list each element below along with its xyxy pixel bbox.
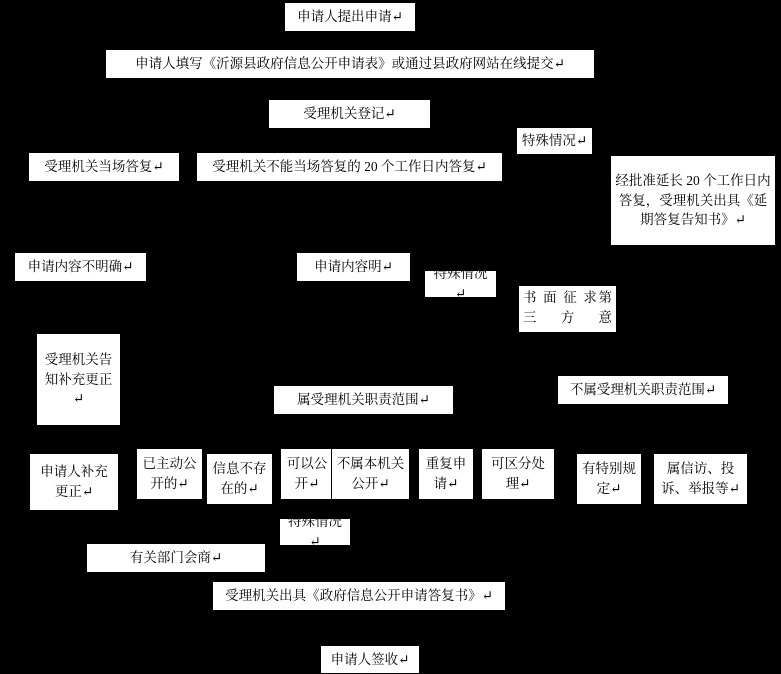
flow-node-n14: 不属受理机关职责范围↵ (557, 375, 729, 405)
flow-node-n24: 特殊情况↵ (279, 518, 351, 546)
flow-node-n7: 经批准延长 20 个工作日内答复，受理机关出具《延期答复告知书》↵ (610, 155, 776, 246)
flow-node-n13: 属受理机关职责范围↵ (273, 385, 454, 415)
flow-node-n9: 申请内容明↵ (296, 252, 411, 282)
flow-node-n25: 有关部门会商↵ (86, 543, 266, 573)
flow-node-n8: 申请内容不明确↵ (14, 252, 147, 282)
flow-node-n10: 特殊情况↵ (424, 270, 497, 298)
flow-node-n23: 属信访、投诉、举报等↵ (653, 453, 748, 505)
flow-node-n1: 申请人提出申请↵ (284, 2, 416, 32)
flow-node-n17: 信息不存在的↵ (206, 453, 273, 505)
flow-node-n3: 受理机关登记↵ (268, 99, 431, 129)
flow-node-n12: 受理机关告知补充更正↵ (36, 333, 121, 426)
flow-node-n18: 可以公开↵ (280, 448, 334, 500)
flow-node-n6: 受理机关不能当场答复的 20 个工作日内答复↵ (196, 152, 503, 182)
flow-node-n11: 书 面 征 求第三方意 (518, 285, 617, 333)
flow-node-n2: 申请人填写《沂源县政府信息公开申请表》或通过县政府网站在线提交↵ (105, 49, 595, 79)
flow-node-n19: 不属本机关公开↵ (331, 448, 410, 500)
flow-node-n16: 已主动公开的↵ (136, 448, 203, 500)
flow-node-n4: 特殊情况↵ (516, 127, 593, 155)
flow-node-n22: 有特别规定↵ (576, 453, 642, 505)
flow-node-n26: 受理机关出具《政府信息公开申请答复书》↵ (212, 581, 506, 611)
flow-node-n20: 重复申请↵ (418, 448, 474, 500)
flow-node-n21: 可区分处理↵ (481, 448, 555, 500)
flow-node-n15: 申请人补充更正↵ (29, 453, 119, 511)
flow-node-n27: 申请人签收↵ (320, 645, 420, 674)
flow-node-n5: 受理机关当场答复↵ (28, 152, 180, 182)
